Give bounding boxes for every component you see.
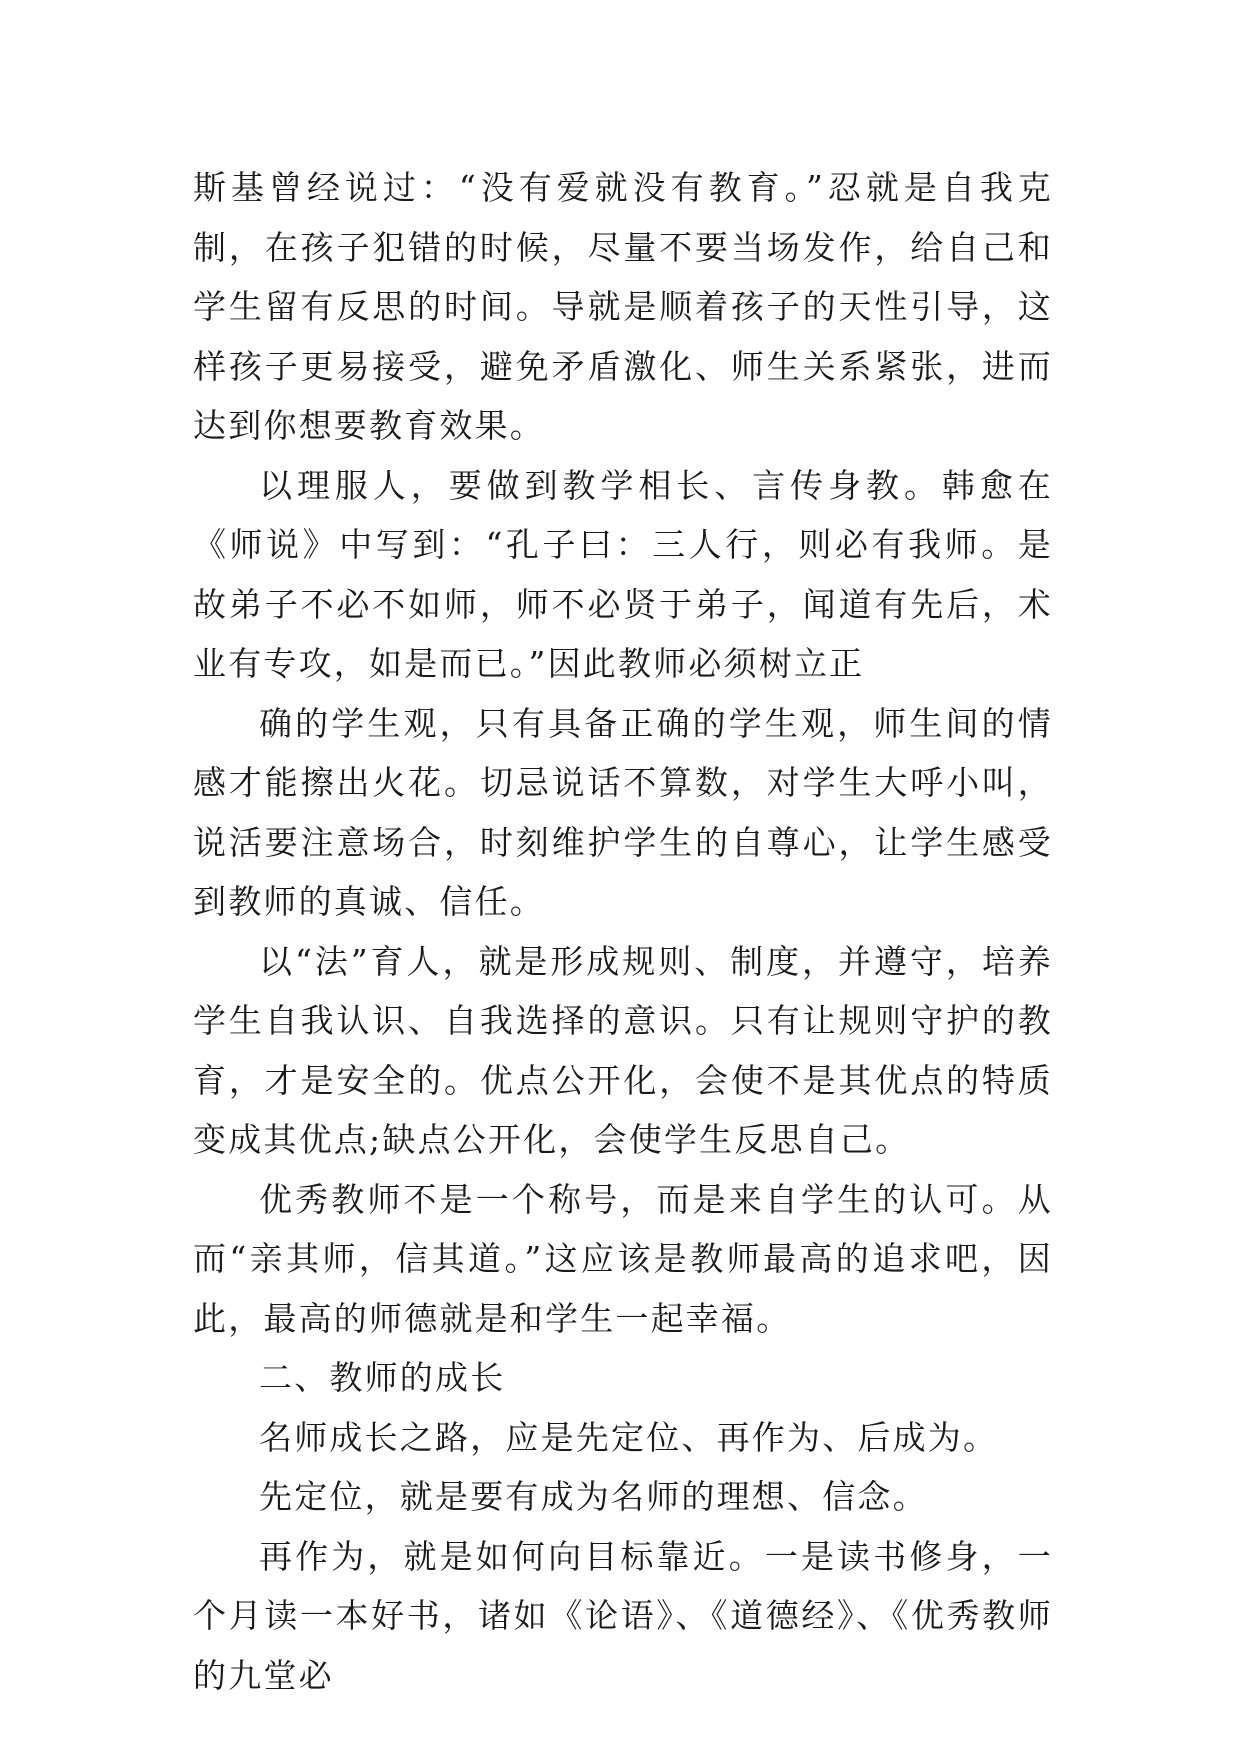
paragraph-3: 确的学生观，只有具备正确的学生观，师生间的情感才能擦出火花。切忌说话不算数，对学生大呼小叫，说活要注意场合，时刻维护学生的自尊心，让学生感受到教师的真诚、信任。 [193, 703, 1053, 921]
paragraph-9: 再作为，就是如何向目标靠近。一是读书修身，一个月读一本好书，诸如《论语》、《道德经》、《优秀教师的九堂必 [193, 1536, 1053, 1695]
paragraph-8: 先定位，就是要有成为名师的理想、信念。 [259, 1477, 928, 1516]
body-text [193, 158, 1053, 1705]
paragraph-7: 名师成长之路，应是先定位、再作为、后成为。 [259, 1417, 999, 1457]
paragraph-4: 以“法”育人，就是形成规则、制度，并遵守，培养学生自我认识、自我选择的意识。只有让规则守护的教育，才是安全的。优点公开化，会使不是其优点的特质变成其优点;缺点公开化，会使学生反思自己。 [193, 941, 1053, 1159]
paragraph-1: 斯基曾经说过：“没有爱就没有教育。”忍就是自我克制，在孩子犯错的时候，尽量不要当场发作，给自己和学生留有反思的时间。导就是顺着孩子的天性引导，这样孩子更易接受，避免矛盾激化、师生关系紧张，进而达到你想要教育效果。 [193, 168, 1053, 445]
paragraph-2: 以理服人，要做到教学相长、言传身教。韩愈在《师说》中写到：“孔子曰：三人行，则必有我师。是故弟子不必不如师，师不必贤于弟子，闻道有先后，术业有专攻，如是而已。”因此教师必须树立正 [193, 465, 1053, 683]
paragraph-5: 优秀教师不是一个称号，而是来自学生的认可。从而“亲其师，信其道。”这应该是教师最高的追求吧，因此，最高的师德就是和学生一起幸福。 [193, 1179, 1053, 1338]
section-heading-teacher-growth: 二、教师的成长 [259, 1358, 506, 1397]
